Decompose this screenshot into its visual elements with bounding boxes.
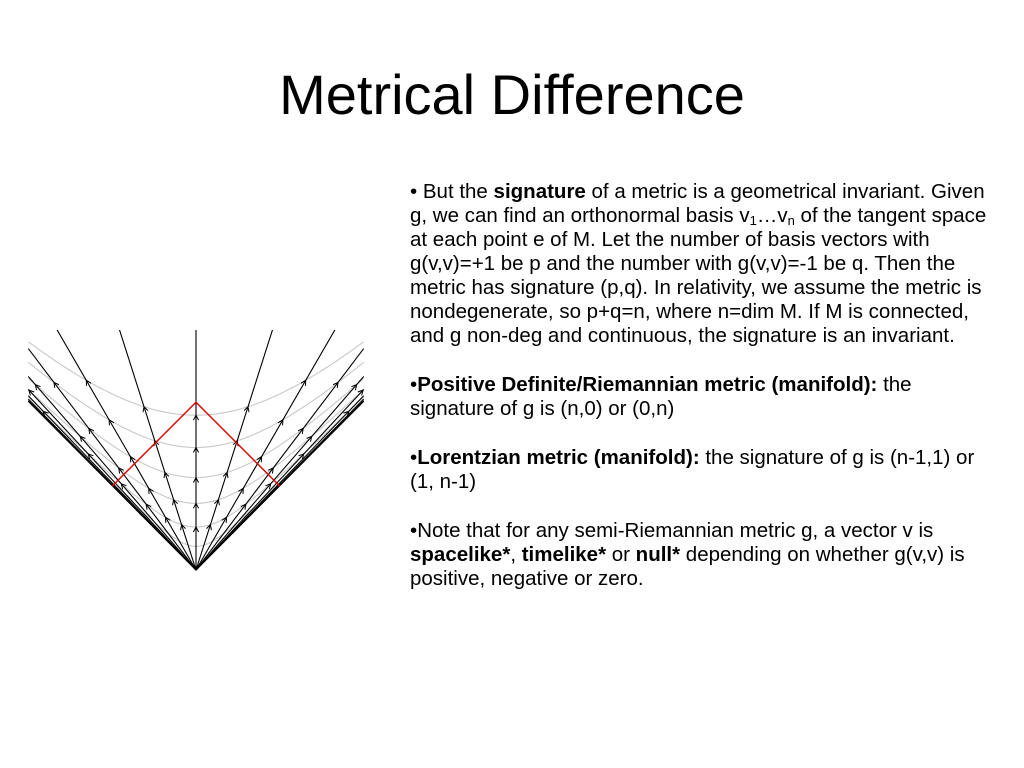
bullet-riemannian: •Positive Definite/Riemannian metric (manifold): the signature of g is (n,0) or (0,n)	[410, 373, 912, 420]
worldline	[28, 377, 196, 571]
worldline	[28, 390, 196, 571]
worldline	[119, 330, 196, 570]
term-lorentzian: Lorentzian metric (manifold):	[417, 446, 700, 469]
bullet-vector-types: •Note that for any semi-Riemannian metric g, a vector v is spacelike*, timelike* or null* depending on whether g(v,v) is positive, negative or zero.	[410, 519, 965, 590]
bullet-mark: •	[410, 373, 418, 396]
bullet-signature: • But the signature of a metric is a geometrical invariant. Given g, we can find an orthonormal basis $v_1\dots v_n$ of the tangent space at each point e of M. Let the number of basis vectors with g(v,v)=+1 be p and the number with g(v,v)=-1 be q. Then the metric has signature (p,q). In relativity, we assume the metric is nondegenerate, so p+q=n, where n=dim M. If M is connected, and g non-deg and continuous, the signature is an invariant.	[410, 180, 987, 347]
term-spacelike: spacelike*	[410, 543, 511, 566]
term-timelike: timelike*	[521, 543, 607, 566]
bullet-mark: •	[410, 519, 418, 542]
slide-title: Metrical Difference	[279, 63, 745, 126]
worldline	[196, 377, 364, 571]
worldline	[196, 390, 364, 571]
minkowski-cone-diagram	[20, 330, 372, 580]
worldline	[196, 330, 273, 570]
term-null: null*	[635, 543, 681, 566]
bullet-mark: •	[410, 180, 423, 203]
cone-svg	[20, 330, 372, 580]
bullet-mark: •	[410, 446, 418, 469]
term-riemannian: Positive Definite/Riemannian metric (manifold):	[417, 373, 878, 396]
bullet-lorentzian: •Lorentzian metric (manifold): the signature of g is (n-1,1) or (1, n-1)	[410, 446, 975, 493]
term-signature: signature	[493, 180, 586, 203]
bullet-list	[410, 180, 1000, 616]
